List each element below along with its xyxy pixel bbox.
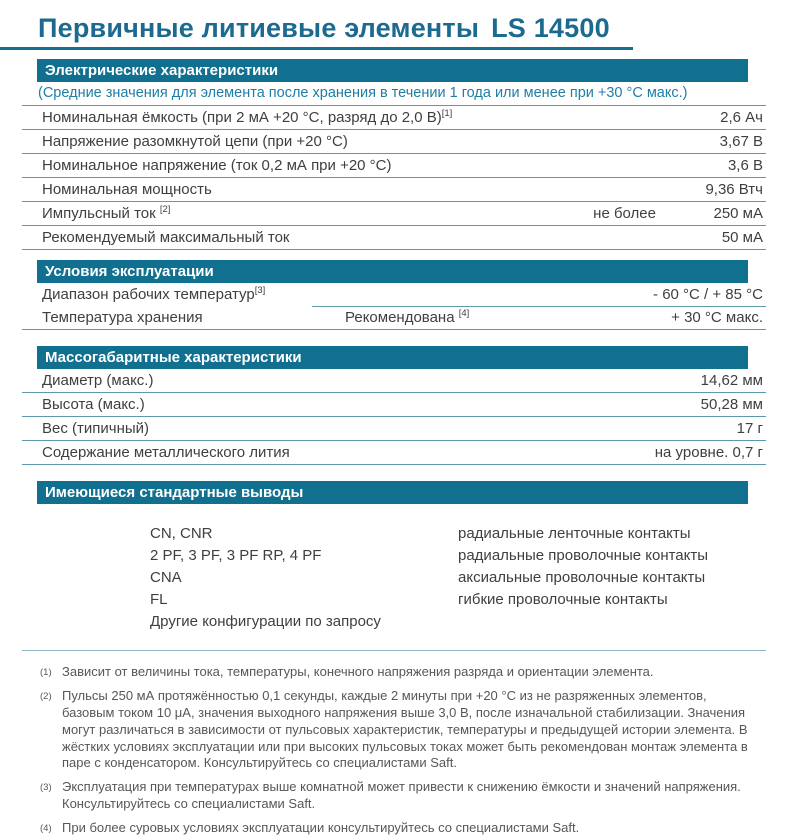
terminal-description: радиальные ленточные контакты: [458, 525, 691, 542]
spec-value: - 60 °C / + 85 °C: [653, 286, 763, 303]
spec-label: Содержание металлического лития: [42, 444, 290, 461]
section-operating: [22, 260, 766, 330]
footnote-marker: (3): [40, 782, 52, 794]
section-header-operating: Условия эксплуатации: [37, 260, 748, 283]
spec-row-storage-temperature: [22, 306, 766, 330]
spec-row-nominal-capacity: [22, 106, 766, 130]
spec-value: 50,28 мм: [700, 396, 763, 413]
terminal-code: FL: [150, 591, 168, 608]
spec-label: Импульсный ток [2]: [42, 204, 171, 222]
footnote-4: [40, 820, 755, 837]
spec-qualifier: Рекомендована [4]: [345, 308, 470, 326]
spec-label: Номинальная ёмкость (при 2 мА +20 °C, разряд до 2,0 В)[1]: [42, 108, 453, 126]
footnote-ref-1: [1]: [441, 108, 453, 119]
title-underline: [0, 47, 633, 50]
datasheet-body: [22, 59, 766, 651]
spec-value: 9,36 Втч: [705, 181, 763, 198]
terminal-code: CN, CNR: [150, 525, 213, 542]
footnote-ref-2: [2]: [159, 204, 171, 215]
spec-value: + 30 °C макс.: [671, 309, 763, 326]
footnote-text: Зависит от величины тока, температуры, конечного напряжения разряда и ориентации элемента.: [62, 664, 654, 679]
spec-label: Напряжение разомкнутой цепи (при +20 °C): [42, 133, 348, 150]
footnote-marker: (1): [40, 667, 52, 678]
spec-row-max-recommended-current: [22, 226, 766, 250]
spec-row-diameter: [22, 369, 766, 393]
spec-row-temperature-range: [22, 283, 766, 306]
spec-value: 3,6 В: [727, 157, 763, 174]
section-header-terminals: Имеющиеся стандартные выводы: [37, 481, 748, 504]
footnote-3: [40, 779, 755, 813]
section-electrical: [22, 59, 766, 250]
spec-row-height: [22, 393, 766, 417]
terminal-description: аксиальные проволочные контакты: [458, 569, 706, 586]
footnote-marker: (4): [40, 823, 52, 835]
spec-label: Рекомендуемый максимальный ток: [42, 229, 290, 246]
footnote-text: Эксплуатация при температурах выше комнатной может привести к снижению ёмкости и значений напряжения. Консультируйтесь со специалистами Saft.: [62, 779, 741, 812]
spec-label: Вес (типичный): [42, 420, 150, 437]
spec-label: Номинальная мощность: [42, 181, 212, 198]
spec-row-nominal-power: [22, 178, 766, 202]
spec-row-open-circuit-voltage: [22, 130, 766, 154]
spec-value: 2,6 Ач: [720, 109, 763, 126]
footnote-ref-4: [4]: [458, 308, 470, 319]
footnote-marker: (2): [40, 690, 52, 702]
spec-label: Высота (макс.): [42, 396, 145, 413]
page-title-text: Первичные литиевые элементы: [38, 13, 480, 43]
spec-row-weight: [22, 417, 766, 441]
terminals-body: [22, 504, 766, 651]
section-mass-dimensions: [22, 346, 766, 465]
product-model: LS 14500: [491, 13, 610, 43]
spec-row-nominal-voltage: [22, 154, 766, 178]
terminal-code: Другие конфигурации по запросу: [150, 613, 381, 630]
section-header-electrical: Электрические характеристики: [37, 59, 748, 82]
section-terminals: [22, 481, 766, 651]
footnote-2: [40, 688, 755, 772]
spec-label: Диаметр (макс.): [42, 372, 154, 389]
terminal-codes: [150, 523, 458, 633]
section-electrical-subtitle: (Средние значения для элемента после хранения в течении 1 года или менее при +30 °C макс.): [22, 82, 766, 106]
spec-value: 3,67 В: [719, 133, 763, 150]
terminal-code: 2 PF, 3 PF, 3 PF RP, 4 PF: [150, 547, 322, 564]
footnote-text: Пульсы 250 мА протяжённостью 0,1 секунды, каждые 2 минуты при +20 °C из не разряженных элементов, базовым током 10 μА, значения выходного напряжения выше 3,0 В, после изначальной стабилизации. Значения могут различаться в зависимости от пульсовых характеристик, температуры и предыдущей истории элемента. В жёстких условиях эксплуатации или при высоких пульсовых токах может быть рекомендован монтаж элемента в паре с конденсатором. Консультируйтесь со специалистами Saft.: [62, 687, 748, 771]
spec-row-lithium-content: [22, 441, 766, 465]
terminal-code: CNA: [150, 569, 182, 586]
footnote-text: При более суровых условиях эксплуатации консультируйтесь со специалистами Saft.: [62, 820, 580, 836]
spec-value: на уровне. 0,7 г: [654, 444, 763, 461]
spec-qualifier: не более: [593, 205, 656, 222]
spec-value: 17 г: [736, 420, 763, 437]
footnotes: [40, 664, 755, 837]
section-header-mass-dimensions: Массогабаритные характеристики: [37, 346, 748, 369]
footnote-1: [40, 664, 755, 681]
spec-value: 250 мА: [713, 205, 763, 222]
page-title: [38, 13, 800, 44]
terminal-description: радиальные проволочные контакты: [458, 547, 709, 564]
spec-label: Температура хранения: [42, 309, 203, 326]
spec-row-pulse-current: [22, 202, 766, 226]
spec-label: Диапазон рабочих температур[3]: [42, 285, 266, 303]
footnote-ref-3: [3]: [254, 285, 266, 296]
terminal-description: гибкие проволочные контакты: [458, 591, 668, 608]
terminal-descriptions: [458, 523, 708, 633]
spec-value: 14,62 мм: [700, 372, 763, 389]
spec-value: 50 мА: [721, 229, 763, 246]
spec-label: Номинальное напряжение (ток 0,2 мА при +20 °C): [42, 157, 392, 174]
